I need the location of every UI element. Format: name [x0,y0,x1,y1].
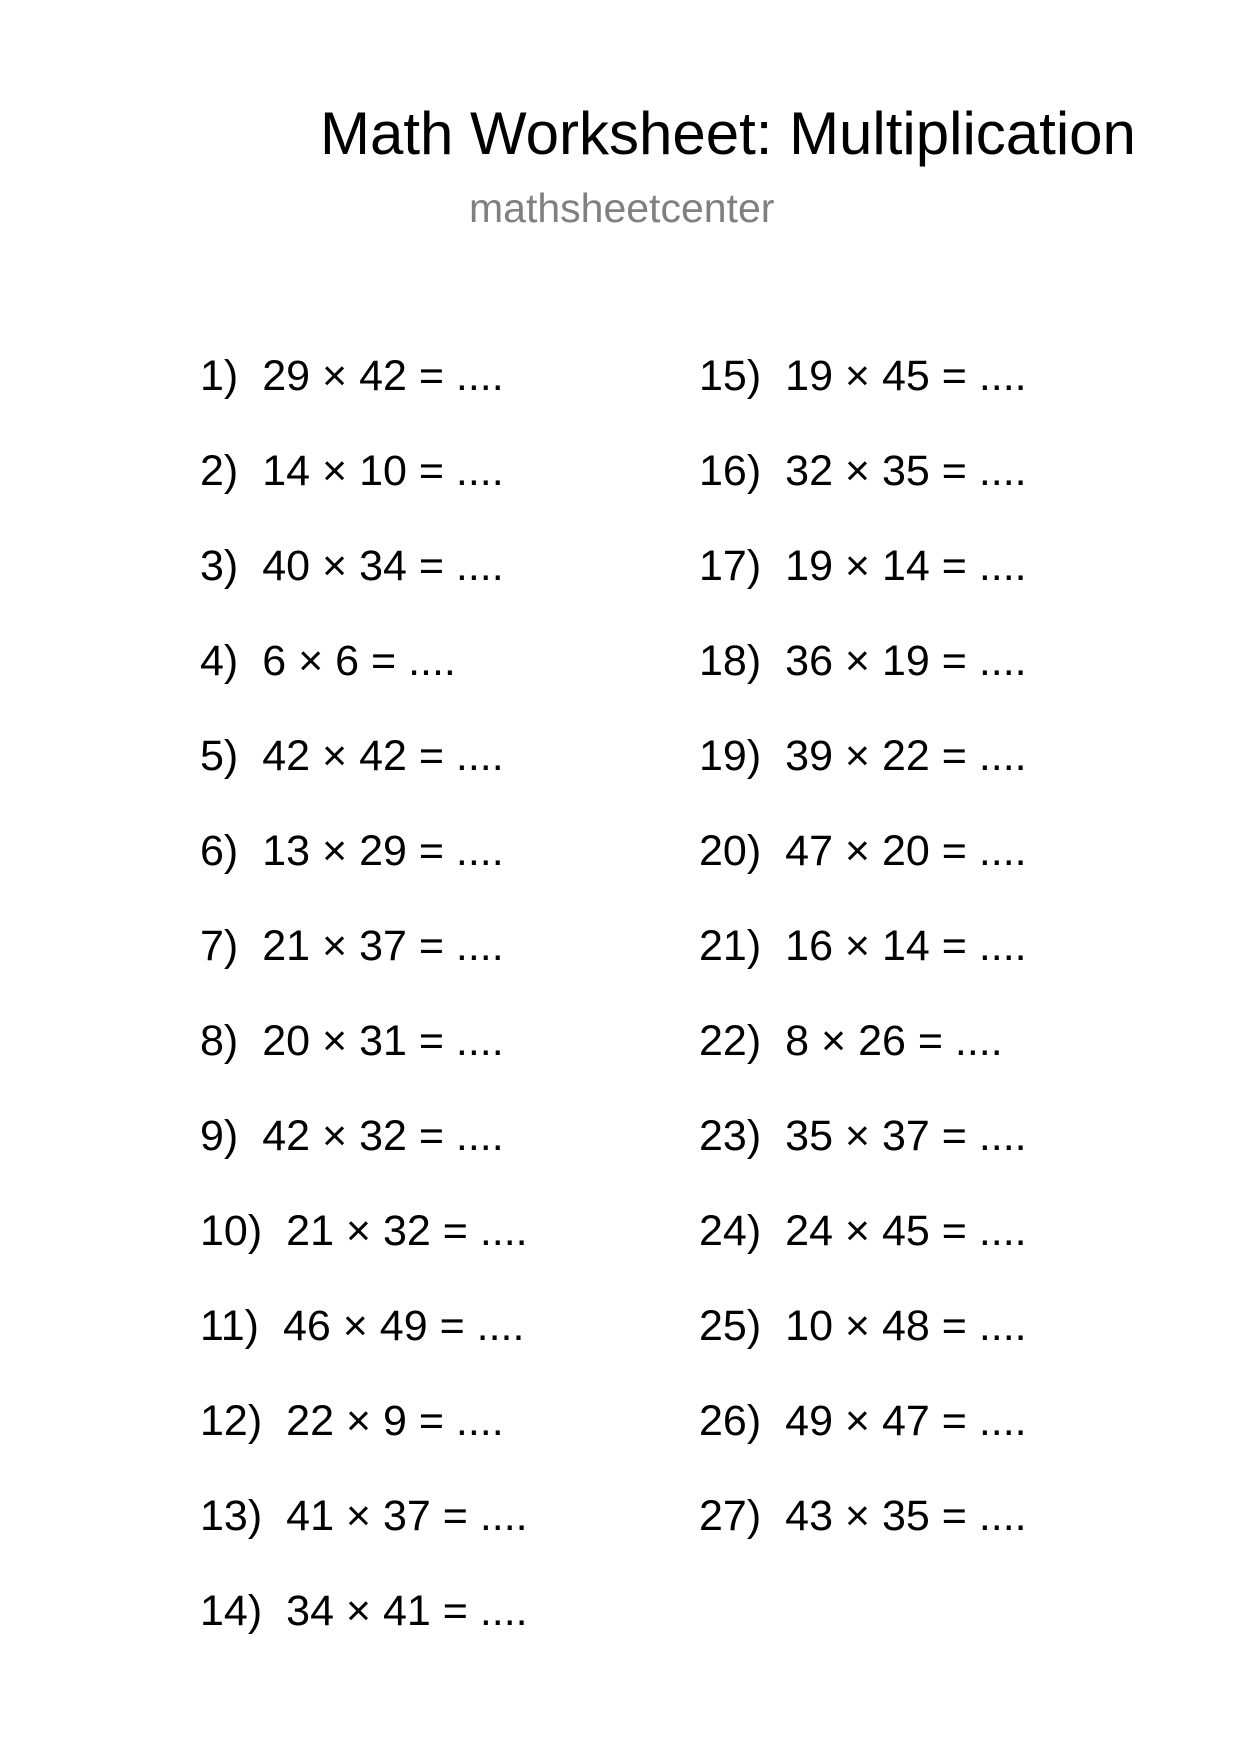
problem-expression: 14 × 10 = .... [262,447,504,495]
problem-item [200,445,528,540]
problem-number: 8) [200,1017,239,1065]
problem-item [699,1205,1027,1300]
problem-item [200,1490,528,1585]
problem-expression: 21 × 32 = .... [286,1207,528,1255]
problem-expression: 49 × 47 = .... [785,1397,1027,1445]
problem-expression: 19 × 45 = .... [785,352,1027,400]
problem-number: 5) [200,732,239,780]
problem-expression: 29 × 42 = .... [262,352,504,400]
problem-number: 10) [200,1207,263,1255]
problem-expression: 41 × 37 = .... [286,1492,528,1540]
worksheet-subtitle: mathsheetcenter [469,185,775,231]
problem-expression: 35 × 37 = .... [785,1112,1027,1160]
problem-column-left [200,350,528,1680]
problem-expression: 20 × 31 = .... [262,1017,504,1065]
problem-item [200,1300,528,1395]
problem-expression: 43 × 35 = .... [785,1492,1027,1540]
problem-number: 2) [200,447,239,495]
problem-number: 14) [200,1587,263,1635]
problem-expression: 39 × 22 = .... [785,732,1027,780]
problem-expression: 24 × 45 = .... [785,1207,1027,1255]
problem-number: 21) [699,922,762,970]
problem-item [200,825,528,920]
problem-expression: 6 × 6 = .... [262,637,456,685]
problem-item [699,350,1027,445]
problem-expression: 22 × 9 = .... [286,1397,504,1445]
problem-item [200,540,528,635]
problem-item [200,1395,528,1490]
problem-number: 23) [699,1112,762,1160]
problem-item [699,920,1027,1015]
problem-expression: 40 × 34 = .... [262,542,504,590]
problem-number: 4) [200,637,239,685]
problem-item [699,730,1027,825]
problem-expression: 46 × 49 = .... [282,1302,525,1350]
problem-number: 11) [200,1302,259,1350]
problem-item [200,635,528,730]
problem-number: 25) [699,1302,762,1350]
problem-item [200,920,528,1015]
problem-item [699,1110,1027,1205]
problem-number: 1) [200,352,239,400]
problem-number: 19) [699,732,762,780]
problem-item [699,825,1027,920]
problem-item [200,1015,528,1110]
problem-number: 27) [699,1492,762,1540]
problem-expression: 34 × 41 = .... [286,1587,528,1635]
problem-item [699,1395,1027,1490]
problem-number: 12) [200,1397,263,1445]
problem-expression: 19 × 14 = .... [785,542,1027,590]
problem-number: 26) [699,1397,762,1445]
problem-item [200,730,528,825]
problem-item [699,1300,1027,1395]
problem-column-right [699,350,1027,1585]
problem-item [200,1585,528,1680]
problem-number: 7) [200,922,239,970]
problem-number: 6) [200,827,239,875]
problem-number: 13) [200,1492,263,1540]
problem-number: 22) [699,1017,762,1065]
problem-number: 24) [699,1207,762,1255]
problem-item [699,635,1027,730]
problem-number: 16) [699,447,762,495]
worksheet-title: Math Worksheet: Multiplication [320,100,1136,167]
problem-expression: 21 × 37 = .... [262,922,504,970]
problem-number: 3) [200,542,239,590]
problem-item [699,540,1027,635]
problem-number: 18) [699,637,762,685]
problem-expression: 42 × 32 = .... [262,1112,504,1160]
problem-number: 9) [200,1112,239,1160]
problem-item [200,1205,528,1300]
problem-expression: 42 × 42 = .... [262,732,504,780]
problem-expression: 16 × 14 = .... [785,922,1027,970]
problem-number: 15) [699,352,762,400]
problem-expression: 32 × 35 = .... [785,447,1027,495]
problem-number: 20) [699,827,762,875]
problem-expression: 10 × 48 = .... [785,1302,1027,1350]
problem-item [200,350,528,445]
problem-expression: 13 × 29 = .... [262,827,504,875]
problem-item [699,1490,1027,1585]
problem-item [200,1110,528,1205]
problem-item [699,445,1027,540]
problem-item [699,1015,1027,1110]
problem-number: 17) [699,542,762,590]
problem-expression: 47 × 20 = .... [785,827,1027,875]
problem-expression: 8 × 26 = .... [785,1017,1003,1065]
problem-expression: 36 × 19 = .... [785,637,1027,685]
